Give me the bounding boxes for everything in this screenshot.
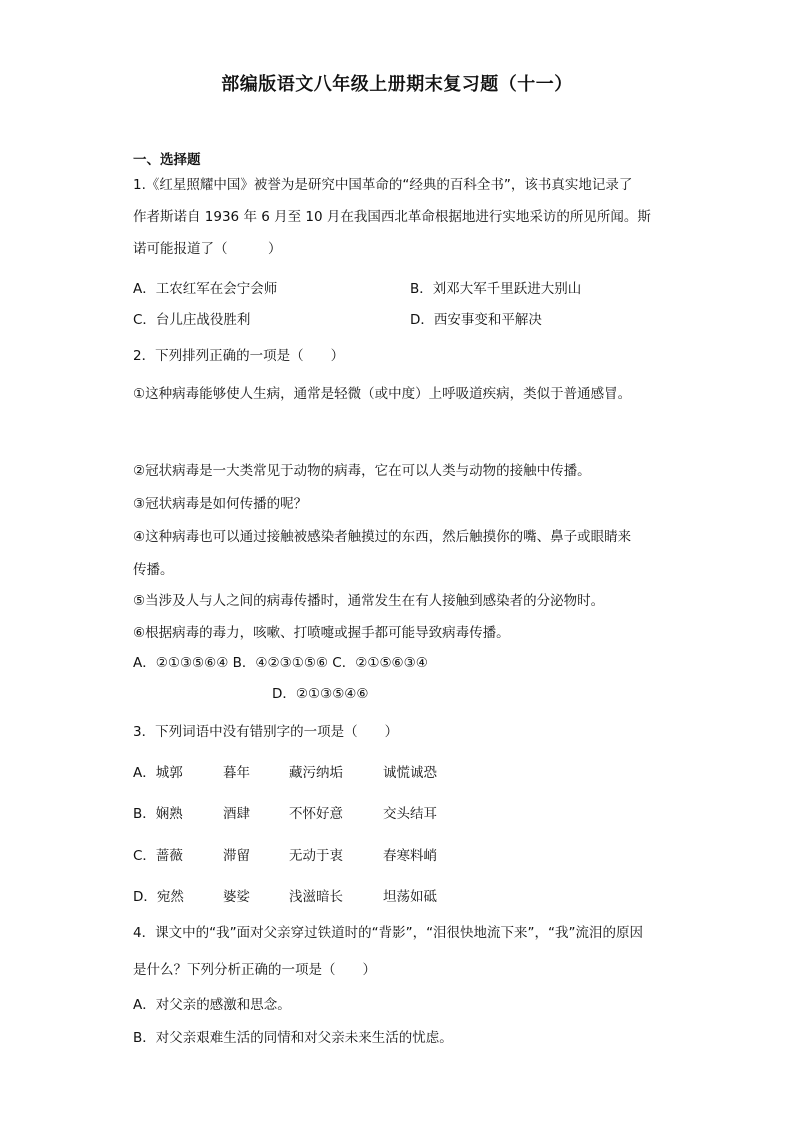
q2-sentence-5: ⑤当涉及人与人之间的病毒传播时，通常发生在有人接触到感染者的分泌物时。	[133, 593, 605, 609]
q2-sentence-3: ③冠状病毒是如何传播的呢？	[133, 496, 308, 512]
q1-stem-line-2: 作者斯诺自 1936 年 6 月至 10 月在我国西北革命根据地进行实地采访的所见所闻。斯	[133, 209, 651, 225]
q2-sentence-2: ②冠状病毒是一大类常见于动物的病毒，它在可以人类与动物的接触中传播。	[133, 463, 591, 479]
q1-option-a: A．工农红军在会宁会师	[133, 281, 278, 297]
page-title: 部编版语文八年级上册期末复习题（十一）	[221, 74, 573, 95]
q1-option-c: C．台儿庄战役胜利	[133, 312, 251, 328]
q3-stem: 3．下列词语中没有错别字的一项是（ ）	[133, 724, 399, 740]
q3-option-a: A．城郭 暮年 藏污纳垢 诚慌诚恐	[133, 765, 437, 781]
q4-stem-line-2: 是什么？下列分析正确的一项是（ ）	[133, 962, 376, 978]
q1-option-d: D．西安事变和平解决	[410, 312, 542, 328]
q1-option-b: B．刘邓大军千里跃进大别山	[410, 281, 582, 297]
q1-stem-line-1: 1.《红星照耀中国》被誉为是研究中国革命的“经典的百科全书”，该书真实地记录了	[133, 177, 633, 193]
q2-sentence-4-cont: 传播。	[133, 562, 174, 578]
q3-option-b: B．娴熟 酒肆 不怀好意 交头结耳	[133, 806, 437, 822]
q2-sentence-6: ⑥根据病毒的毒力，咳嗽、打喷嚏或握手都可能导致病毒传播。	[133, 625, 510, 641]
q2-options-abc: A．②①③⑤⑥④ B．④②③①⑤⑥ C．②①⑤⑥③④	[133, 655, 428, 671]
q2-stem: 2．下列排列正确的一项是（ ）	[133, 348, 345, 364]
q3-option-c: C．蔷薇 滞留 无动于衷 春寒料峭	[133, 848, 437, 864]
section-heading: 一、选择题	[133, 152, 201, 168]
q3-option-d: D．宛然 婆娑 浅滋暗长 坦荡如砥	[133, 889, 437, 905]
q2-sentence-4: ④这种病毒也可以通过接触被感染者触摸过的东西，然后触摸你的嘴、鼻子或眼睛来	[133, 529, 632, 545]
q4-option-b: B．对父亲艰难生活的同情和对父亲未来生活的忧虑。	[133, 1030, 453, 1046]
q4-stem-line-1: 4．课文中的“我”面对父亲穿过铁道时的“背影”，“泪很快地流下来”，“我”流泪的原因	[133, 925, 644, 941]
q2-sentence-1: ①这种病毒能够使人生病，通常是轻微（或中度）上呼吸道疾病，类似于普通感冒。	[133, 386, 632, 402]
q1-stem-line-3: 诺可能报道了（ ）	[133, 241, 282, 257]
q2-option-d: D．②①③⑤④⑥	[272, 686, 369, 702]
q4-option-a: A．对父亲的感激和思念。	[133, 997, 291, 1013]
